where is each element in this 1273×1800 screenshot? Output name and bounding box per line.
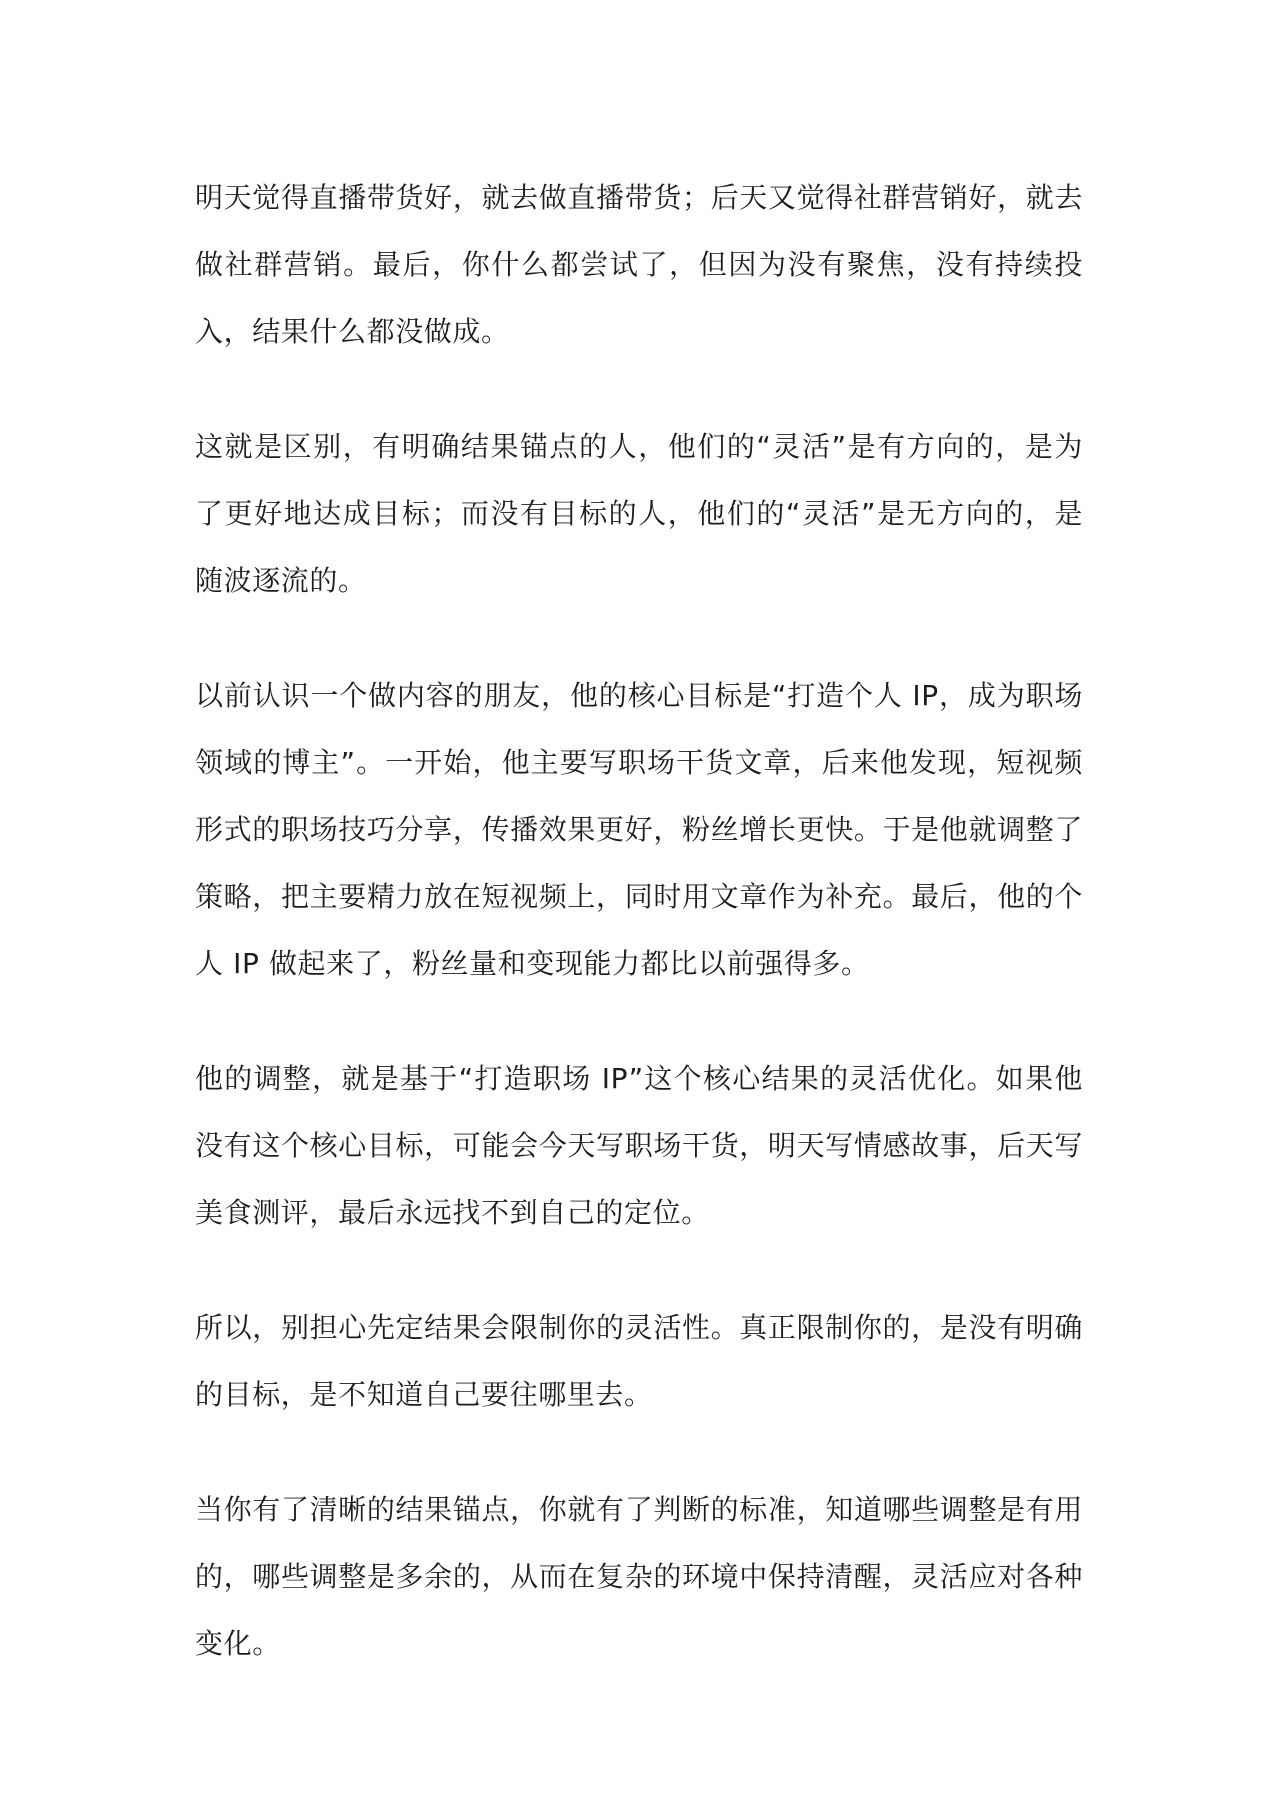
paragraph-4: 他的调整，就是基于“打造职场 IP”这个核心结果的灵活优化。如果他没有这个核心目标，可能会今天写职场干货，明天写情感故事，后天写美食测评，最后永远找不到自己的定位。 [195, 1062, 1083, 1229]
paragraph-1: 明天觉得直播带货好，就去做直播带货；后天又觉得社群营销好，就去做社群营销。最后，你什么都尝试了，但因为没有聚焦，没有持续投入，结果什么都没做成。 [195, 181, 1083, 348]
paragraph-5: 所以，别担心先定结果会限制你的灵活性。真正限制你的，是没有明确的目标，是不知道自己要往哪里去。 [195, 1311, 1083, 1411]
paragraph-6: 当你有了清晰的结果锚点，你就有了判断的标准，知道哪些调整是有用的，哪些调整是多余的，从而在复杂的环境中保持清醒，灵活应对各种变化。 [195, 1493, 1083, 1660]
article-body [195, 164, 1083, 1725]
paragraph-3: 以前认识一个做内容的朋友，他的核心目标是“打造个人 IP，成为职场领域的博主”。一开始，他主要写职场干货文章，后来他发现，短视频形式的职场技巧分享，传播效果更好，粉丝增长更快。于是他就调整了策略，把主要精力放在短视频上，同时用文章作为补充。最后，他的个人 IP 做起来了，粉丝量和变现能力都比以前强得多。 [195, 679, 1083, 980]
paragraph-2: 这就是区别，有明确结果锚点的人，他们的“灵活”是有方向的，是为了更好地达成目标；而没有目标的人，他们的“灵活”是无方向的，是随波逐流的。 [195, 430, 1083, 597]
